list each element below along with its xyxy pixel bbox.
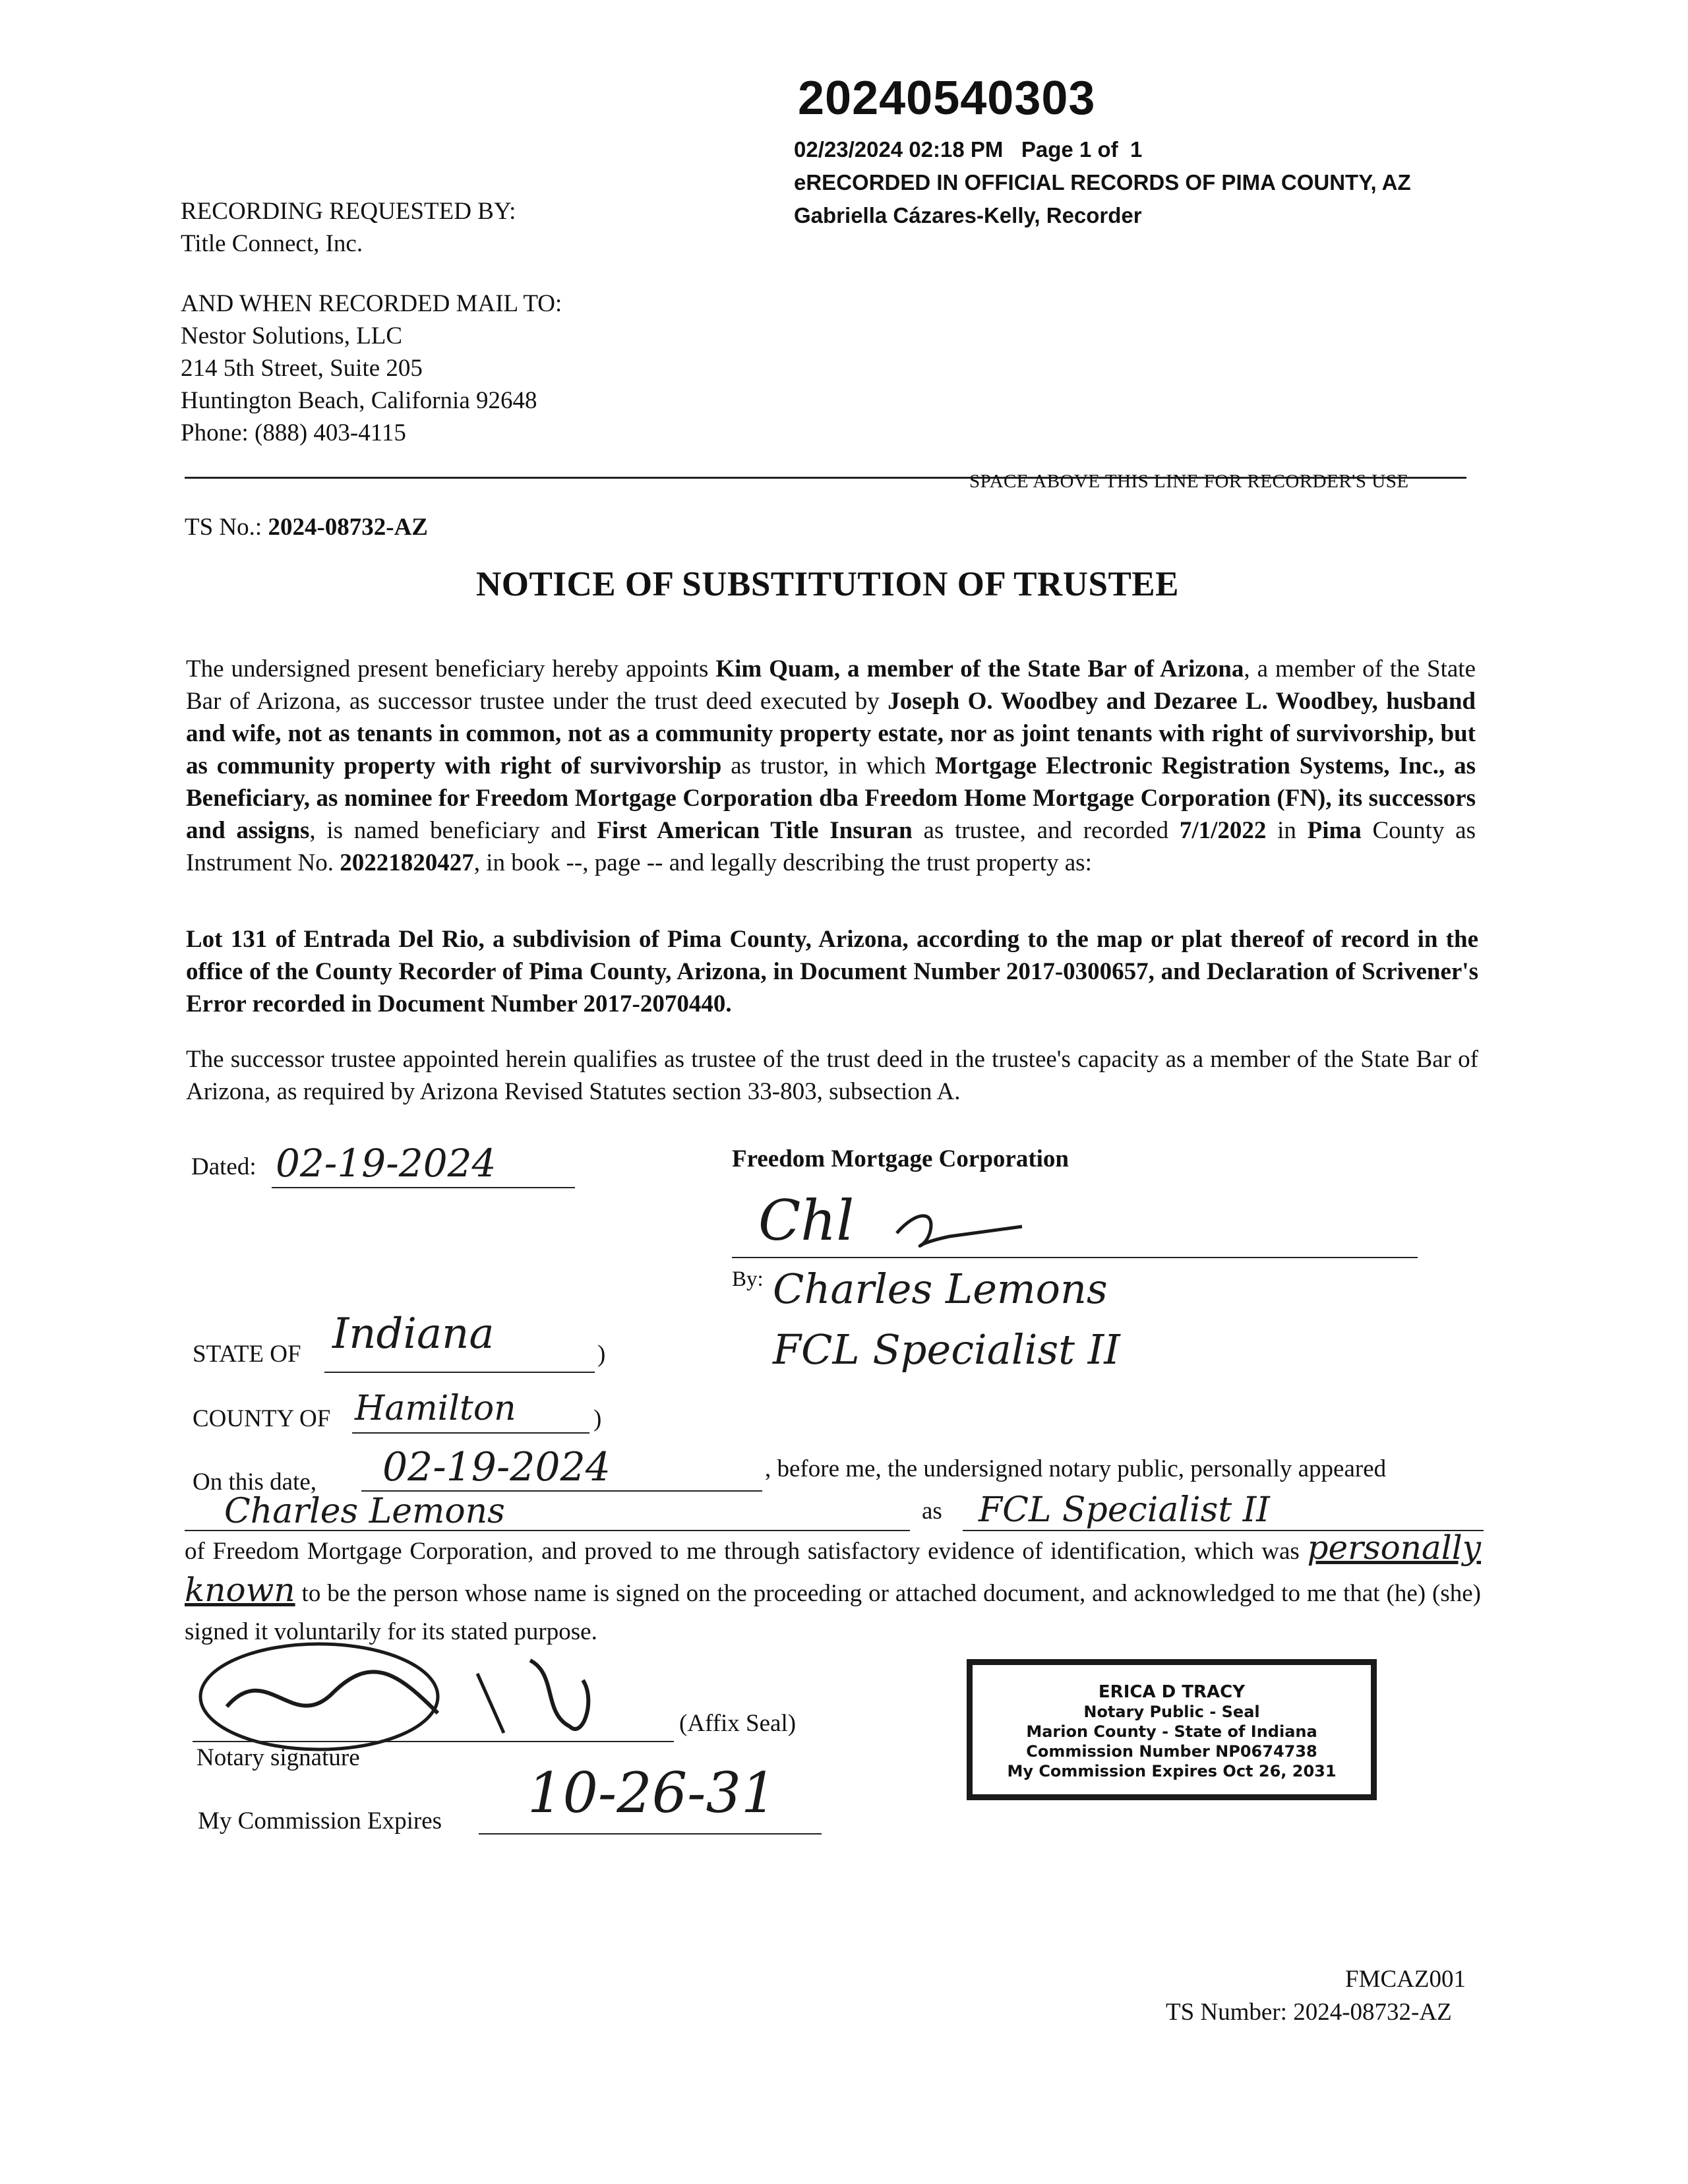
before-me-text: , before me, the undersigned notary public, personally appeared — [765, 1455, 1387, 1482]
state-value: Indiana — [332, 1310, 495, 1358]
identification-method: personally known — [185, 1529, 1482, 1609]
affix-seal-label: (Affix Seal) — [679, 1710, 797, 1737]
commission-line — [479, 1833, 822, 1835]
state-line — [324, 1372, 595, 1373]
mail-to-label: AND WHEN RECORDED MAIL TO: — [181, 290, 562, 317]
on-this-date-value: 02-19-2024 — [382, 1444, 611, 1490]
appeared-name: Charles Lemons — [224, 1492, 505, 1531]
recording-office: eRECORDED IN OFFICIAL RECORDS OF PIMA COUNTY, AZ — [794, 170, 1411, 195]
county-value: Hamilton — [355, 1389, 516, 1428]
document-title: NOTICE OF SUBSTITUTION OF TRUSTEE — [476, 565, 1179, 603]
para-text: , is named beneficiary and — [309, 817, 597, 844]
mail-to-block — [181, 288, 562, 449]
ts-number-line — [185, 513, 428, 541]
recording-requested-name: Title Connect, Inc. — [181, 230, 363, 257]
seal-line: Notary Public - Seal — [1083, 1703, 1260, 1721]
para-text: , in book --, page -- and legally describing the trust property as: — [473, 849, 1092, 876]
by-label: By: — [732, 1267, 764, 1291]
recording-requested-label: RECORDING REQUESTED BY: — [181, 198, 516, 225]
mail-to-street: 214 5th Street, Suite 205 — [181, 355, 423, 382]
mail-to-name: Nestor Solutions, LLC — [181, 322, 403, 349]
ts-number: 2024-08732-AZ — [268, 514, 428, 541]
recording-number: 20240540303 — [798, 72, 1096, 125]
signer-name: Charles Lemons — [773, 1265, 1108, 1313]
seal-line: My Commission Expires Oct 26, 2031 — [1007, 1762, 1337, 1780]
proved-paragraph — [185, 1529, 1481, 1651]
para-text: as trustor, in which — [721, 752, 936, 779]
dated-value: 02-19-2024 — [276, 1141, 497, 1186]
company-name: Freedom Mortgage Corporation — [732, 1145, 1070, 1172]
recording-date: 02/23/2024 02:18 PM Page 1 of 1 — [794, 137, 1143, 162]
county-line — [352, 1432, 589, 1434]
notary-signature-line — [193, 1741, 674, 1742]
county-name: Pima — [1307, 817, 1362, 844]
instrument-number: 20221820427 — [340, 849, 474, 876]
recorded-date: 7/1/2022 — [1179, 817, 1267, 844]
beneficiary-name: Mortgage Electronic Registration Systems, Inc., as Beneficiary, as nominee for Freedom Mortgage Corporation dba Freedom Home Mortgage Corporation (FN), its successors and assigns — [186, 752, 1476, 844]
recording-requested-block — [181, 195, 516, 260]
county-label: COUNTY OF — [193, 1405, 331, 1432]
state-label: STATE OF — [193, 1341, 301, 1368]
space-above-note: SPACE ABOVE THIS LINE FOR RECORDER'S USE — [969, 471, 1409, 492]
commission-expires-value: 10-26-31 — [528, 1761, 777, 1825]
para-text: County as Instrument No. — [186, 817, 1476, 876]
commission-expires-label: My Commission Expires — [198, 1807, 442, 1835]
signature-scribble — [890, 1207, 1035, 1253]
proved-text: of Freedom Mortgage Corporation, and proved to me through satisfactory evidence of identification, which was — [185, 1538, 1300, 1565]
signer-title: FCL Specialist II — [773, 1325, 1120, 1374]
proved-text: to be the person whose name is signed on the proceeding or attached document, and acknowledged to me that (he) (she) signed it voluntarily for its stated purpose. — [185, 1580, 1481, 1645]
as-value: FCL Specialist II — [979, 1490, 1270, 1530]
appointment-paragraph — [186, 653, 1476, 879]
footer-ts-number: TS Number: 2024-08732-AZ — [1166, 1999, 1452, 2026]
dated-label: Dated: — [191, 1153, 256, 1180]
recorder-name: Gabriella Cázares-Kelly, Recorder — [794, 203, 1142, 228]
form-code: FMCAZ001 — [1345, 1966, 1466, 1993]
state-paren: ) — [597, 1341, 606, 1368]
successor-trustee: Kim Quam, a member of the State Bar of Arizona — [715, 655, 1244, 682]
mail-to-phone: Phone: (888) 403-4115 — [181, 419, 406, 446]
as-label: as — [922, 1498, 942, 1525]
seal-notary-name: ERICA D TRACY — [1098, 1682, 1246, 1702]
seal-line: Marion County - State of Indiana — [1026, 1722, 1317, 1741]
legal-description: Lot 131 of Entrada Del Rio, a subdivision of Pima County, Arizona, according to the map or plat thereof of record in the office of the County Recorder of Pima County, Arizona, in Document Number 2017-0300657, and Declaration of Scrivener's Error recorded in Document Number 2017-2070440. — [186, 926, 1478, 1017]
signer-signature: Chl — [758, 1188, 855, 1253]
para-text: , a member of the State Bar of Arizona, as successor trustee under the trust deed executed by — [186, 655, 1476, 715]
seal-line: Commission Number NP0674738 — [1026, 1742, 1317, 1761]
mail-to-city: Huntington Beach, California 92648 — [181, 387, 537, 414]
para-text: in — [1266, 817, 1308, 844]
trustor-names: Joseph O. Woodbey and Dezaree L. Woodbey, husband and wife, not as tenants in common, not as a community property estate, nor as joint tenants with right of survivorship, but as community property with right of survivorship — [186, 688, 1476, 779]
county-paren: ) — [593, 1405, 602, 1432]
para-text: as trustee, and recorded — [912, 817, 1180, 844]
notary-signature-label: Notary signature — [196, 1744, 360, 1771]
dated-line — [272, 1187, 575, 1188]
notary-seal — [967, 1659, 1377, 1800]
on-this-date-label: On this date, — [193, 1469, 317, 1496]
signature-line — [732, 1257, 1418, 1258]
ts-label: TS No.: — [185, 514, 268, 541]
original-trustee: First American Title Insuran — [597, 817, 913, 844]
qualification-paragraph: The successor trustee appointed herein qualifies as trustee of the trust deed in the trustee's capacity as a member of the State Bar of Arizona, as required by Arizona Revised Statutes section 33-803, subsection A. — [186, 1046, 1478, 1105]
para-text: The undersigned present beneficiary hereby appoints — [186, 655, 716, 682]
